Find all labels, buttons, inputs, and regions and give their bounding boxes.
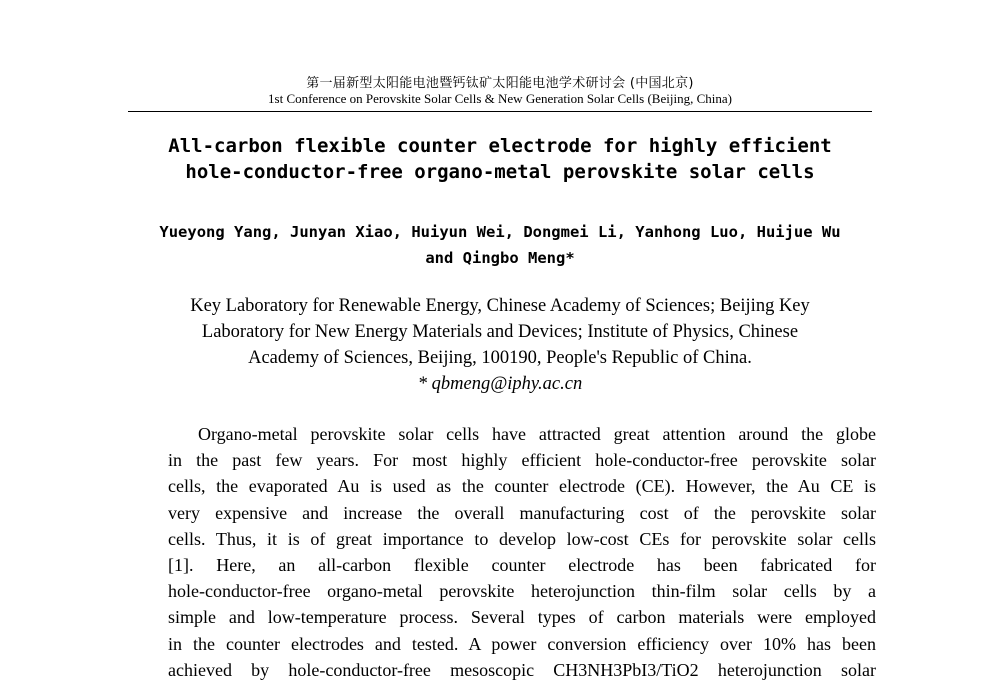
authors-line-2: and Qingbo Meng* [425, 249, 575, 267]
title-line-1: All-carbon flexible counter electrode for highly efficient [168, 135, 832, 157]
authors-line-1: Yueyong Yang, Junyan Xiao, Huiyun Wei, Dongmei Li, Yanhong Luo, Huijue Wu [159, 223, 841, 241]
body-line: very expensive and increase the overall manufacturing cost of the perovskite solar [168, 502, 876, 523]
corresponding-email: * qbmeng@iphy.ac.cn [417, 374, 583, 394]
header-divider [128, 111, 872, 112]
body-line: simple and low-temperature process. Several types of carbon materials were employed [168, 607, 876, 628]
conference-header-chinese: 第一届新型太阳能电池暨钙钛矿太阳能电池学术研讨会 (中国北京) [306, 76, 694, 91]
body-line: Organo-metal perovskite solar cells have attracted great attention around the globe [198, 424, 876, 444]
affiliation [0, 293, 1000, 397]
body-line: achieved by hole-conductor-free mesoscopic CH3NH3PbI3/TiO2 heterojunction solar [168, 659, 876, 680]
author-list [0, 219, 1000, 271]
affiliation-line-3: Academy of Sciences, Beijing, 100190, People's Republic of China. [248, 348, 752, 368]
paper-title [0, 133, 1000, 185]
body-line: [1]. Here, an all-carbon flexible counter electrode has been fabricated for [168, 554, 876, 575]
abstract-body [168, 421, 876, 683]
body-line: cells, the evaporated Au is used as the counter electrode (CE). However, the Au CE is [168, 476, 876, 497]
body-line: cells. Thus, it is of great importance to develop low-cost CEs for perovskite solar cells [168, 528, 876, 549]
body-line: in the past few years. For most highly efficient hole-conductor-free perovskite solar [168, 450, 876, 471]
body-line: in the counter electrodes and tested. A power conversion efficiency over 10% has been [168, 633, 876, 654]
affiliation-line-1: Key Laboratory for Renewable Energy, Chinese Academy of Sciences; Beijing Key [190, 296, 810, 316]
title-line-2: hole-conductor-free organo-metal perovskite solar cells [185, 161, 815, 183]
affiliation-line-2: Laboratory for New Energy Materials and Devices; Institute of Physics, Chinese [201, 322, 799, 342]
body-line: hole-conductor-free organo-metal perovskite heterojunction thin-film solar cells by a [168, 581, 876, 602]
conference-header-english: 1st Conference on Perovskite Solar Cells & New Generation Solar Cells (Beijing, China) [268, 91, 732, 106]
